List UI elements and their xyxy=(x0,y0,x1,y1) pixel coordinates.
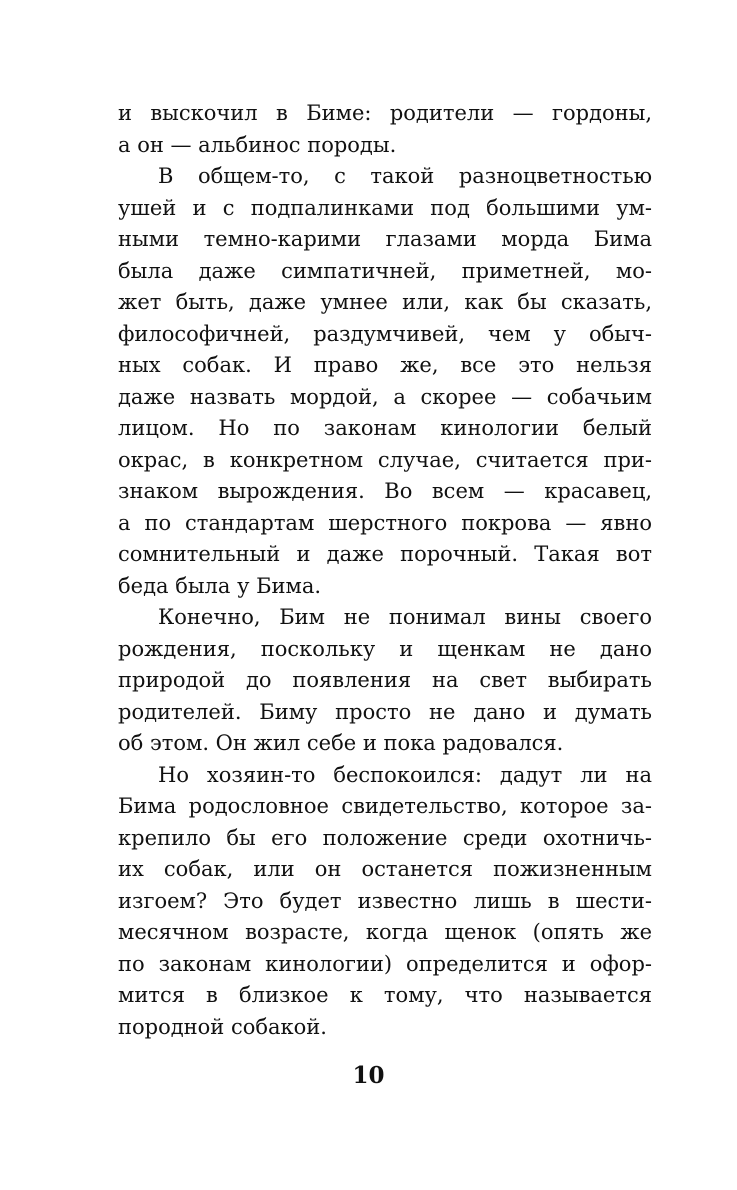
text-line: философичней, раздумчивей, чем у обыч- xyxy=(118,321,652,346)
text-line: ушей и с подпалинками под большими ум- xyxy=(118,195,652,220)
text-line: родителей. Биму просто не дано и думать xyxy=(118,699,652,724)
page-number: 10 xyxy=(352,1062,385,1089)
text-line: их собак, или он останется пожизненным xyxy=(118,857,652,881)
text-line: беда была у Бима. xyxy=(118,573,322,598)
text-line: Но хозяин-то беспокоился: дадут ли на xyxy=(158,762,652,787)
text-line: была даже симпатичней, приметней, мо- xyxy=(118,258,652,283)
text-line: сомнительный и даже порочный. Такая вот xyxy=(118,542,652,566)
text-line: природой до появления на свет выбирать xyxy=(118,668,652,692)
text-line: об этом. Он жил себе и пока радовался. xyxy=(118,731,564,755)
text-line: а он — альбинос породы. xyxy=(118,132,397,157)
text-line: окрас, в конкретном случае, считается при- xyxy=(118,447,652,472)
text-line: ных собак. И право же, все это нельзя xyxy=(118,353,652,377)
paragraph xyxy=(118,98,652,161)
text-line: и выскочил в Биме: родители — гордоны, xyxy=(118,101,652,125)
text-line: лицом. Но по законам кинологии белый xyxy=(118,416,652,440)
text-line: даже назвать мордой, а скорее — собачьим xyxy=(118,384,652,409)
paragraph xyxy=(118,161,652,602)
text-line: Конечно, Бим не понимал вины своего xyxy=(158,605,652,629)
text-line: мится в близкое к тому, что называется xyxy=(118,983,652,1007)
paragraph xyxy=(118,602,652,760)
text-line: породной собакой. xyxy=(118,1014,327,1039)
text-line: жет быть, даже умнее или, как бы сказать, xyxy=(118,290,652,314)
page-body xyxy=(118,98,652,1043)
text-line: Бима родословное свидетельство, которое за- xyxy=(118,794,652,818)
text-line: изгоем? Это будет известно лишь в шести- xyxy=(118,888,652,913)
text-line: по законам кинологии) определится и офор- xyxy=(118,951,652,976)
text-line: а по стандартам шерстного покрова — явно xyxy=(118,510,652,535)
text-line: В общем-то, с такой разноцветностью xyxy=(158,164,652,188)
paragraph xyxy=(118,760,652,1044)
text-line: ными темно-карими глазами морда Бима xyxy=(118,227,652,251)
text-line: рождения, поскольку и щенкам не дано xyxy=(118,636,652,661)
text-line: знаком вырождения. Во всем — красавец, xyxy=(118,479,652,503)
text-line: крепило бы его положение среди охотничь- xyxy=(118,825,652,850)
text-line: месячном возрасте, когда щенок (опять же xyxy=(118,920,652,944)
